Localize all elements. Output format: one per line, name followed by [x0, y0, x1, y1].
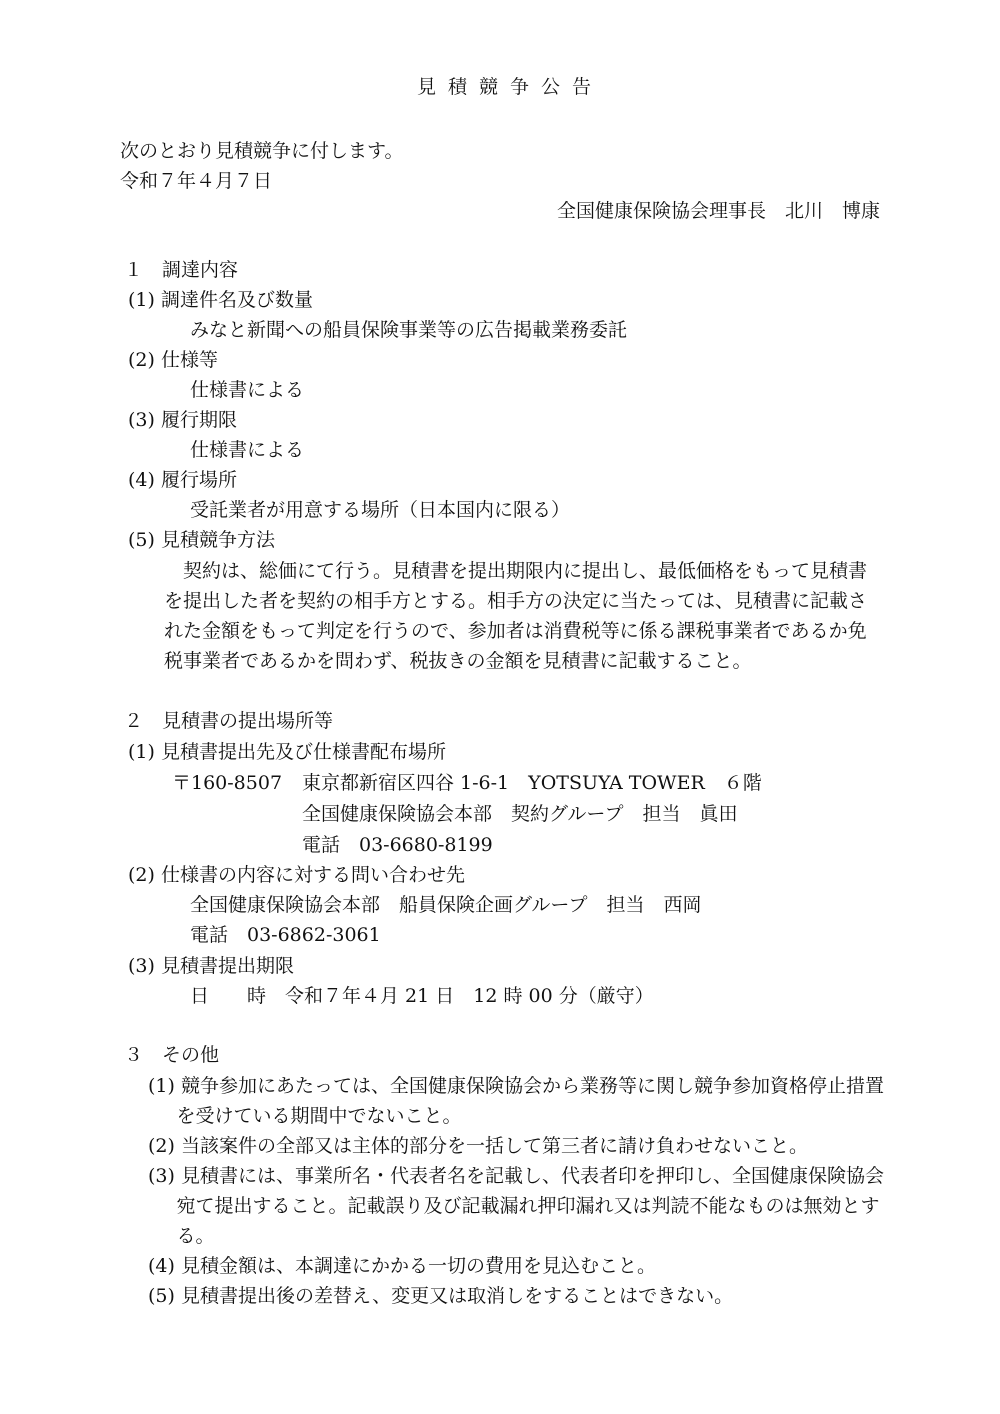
section1-item3-label: (3) 履行期限 [128, 409, 237, 431]
section1-item4-label: (4) 履行場所 [128, 469, 237, 491]
section1-item1-value: みなと新聞への船員保険事業等の広告掲載業務委託 [190, 319, 628, 341]
section2-item3-label: (3) 見積書提出期限 [128, 955, 294, 977]
inquiry-contact: 全国健康保険協会本部 船員保険企画グループ 担当 西岡 [190, 894, 702, 916]
page-title: 見積競争公告 [417, 76, 604, 98]
section3-item-4: (4) 見積金額は、本調達にかかる一切の費用を見込むこと。 [148, 1255, 656, 1277]
section3-item-2: (2) 当該案件の全部又は主体的部分を一括して第三者に請け負わせないこと。 [148, 1135, 808, 1157]
section1-heading: １ 調達内容 [124, 259, 239, 281]
intro-text: 次のとおり見積競争に付します。 [120, 140, 404, 162]
section1-item1-label: (1) 調達件名及び数量 [128, 289, 313, 311]
section3-heading: ３ その他 [124, 1044, 220, 1066]
section1-item4-value: 受託業者が用意する場所（日本国内に限る） [190, 499, 571, 521]
section2-item2-label: (2) 仕様書の内容に対する問い合わせ先 [128, 864, 465, 886]
section2-item1-label: (1) 見積書提出先及び仕様書配布場所 [128, 741, 446, 763]
section2-heading: ２ 見積書の提出場所等 [124, 710, 334, 732]
section3-item-1: (1) 競争参加にあたっては、全国健康保険協会から業務等に関し競争参加資格停止措置を受けている期間中でないこと。 [148, 1075, 884, 1127]
section3-item-5: (5) 見積書提出後の差替え、変更又は取消しをすることはできない。 [148, 1285, 734, 1307]
postal-code: 〒160-8507 [172, 772, 283, 794]
address: 東京都新宿区四谷 1-6-1 YOTSUYA TOWER ６階 [302, 772, 762, 794]
submission-deadline: 日 時 令和７年４月 21 日 12 時 00 分（厳守） [190, 985, 654, 1007]
department: 全国健康保険協会本部 契約グループ 担当 眞田 [302, 803, 738, 825]
section1-item5-value: 契約は、総価にて行う。見積書を提出期限内に提出し、最低価格をもって見積書を提出した者を契約の相手方とする。相手方の決定に当たっては、見積書に記載された金額をもって判定を行うので、参加者は消費税等に係る課税事業者であるか免税事業者であるかを問わず、税抜きの金額を見積書に記載すること。 [164, 560, 868, 672]
inquiry-phone: 電話 03-6862-3061 [190, 924, 381, 946]
department-phone: 電話 03-6680-8199 [302, 834, 493, 856]
section1-item5-label: (5) 見積競争方法 [128, 529, 275, 551]
section1-item3-value: 仕様書による [190, 439, 305, 461]
section1-item2-label: (2) 仕様等 [128, 349, 218, 371]
issuer-name: 全国健康保険協会理事長 北川 博康 [556, 200, 880, 222]
section3-item-3: (3) 見積書には、事業所名・代表者名を記載し、代表者印を押印し、全国健康保険協会宛て提出すること。記載誤り及び記載漏れ押印漏れ又は判読不能なものは無効とする。 [148, 1165, 884, 1247]
issue-date: 令和７年４月７日 [120, 170, 273, 192]
section1-item2-value: 仕様書による [190, 379, 305, 401]
